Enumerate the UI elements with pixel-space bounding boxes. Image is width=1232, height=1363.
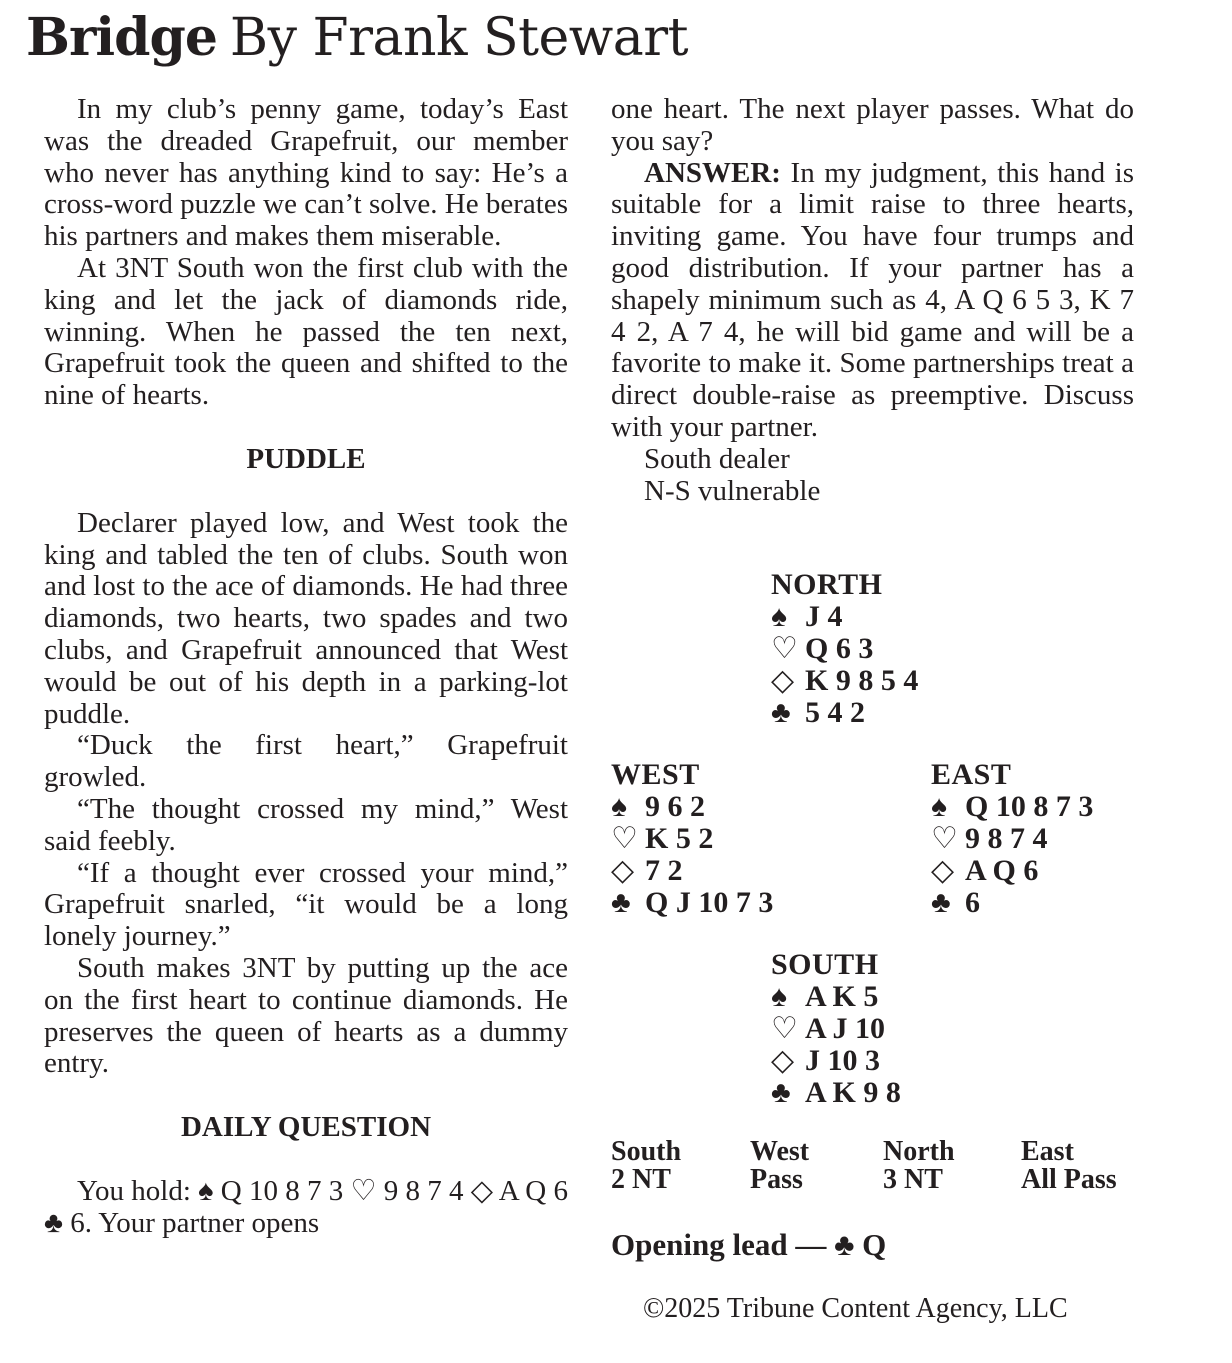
spade-icon: ♠ (771, 980, 787, 1013)
spade-cards: A K 5 (805, 980, 879, 1013)
heart-icon: ♡ (771, 632, 798, 665)
title-byline: By Frank Stewart (229, 8, 689, 68)
diamond-icon: ◇ (771, 1044, 795, 1077)
dealer-line: South dealer (644, 442, 790, 475)
paragraph: “Duck the first heart,” Grapefruit growled. (44, 729, 568, 794)
spade-icon: ♠ (931, 790, 947, 823)
paragraph: South makes 3NT by putting up the ace on the first heart to continue diamonds. He preserves the queen of hearts as a dummy entry. (44, 951, 568, 1080)
answer-text: In my judgment, this hand is suitable for a limit raise to three hearts, inviting game. You have four trumps and good distribution. If your partner has a shapely minimum such as 4, A Q 6 5 3, K 7 4 2, A 7 4, he will bid game and will be a favorite to make it. Some partnerships treat a direct double-raise as preemptive. Discuss with your partner. (611, 156, 1134, 443)
hand-label: EAST (931, 758, 1012, 791)
vulnerability-line: N-S vulnerable (644, 474, 821, 507)
opening-lead-label: Opening lead — (611, 1227, 835, 1262)
club-icon: ♣ (611, 886, 631, 919)
bid-value: 2 NT (611, 1164, 671, 1195)
club-icon: ♣ (931, 886, 951, 919)
diamond-icon: ◇ (611, 854, 635, 887)
hand-west (611, 759, 773, 919)
paragraph: Declarer played low, and West took the king and tabled the ten of clubs. South won and lost to the ace of diamonds. He had three diamonds, two hearts, two spades and two clubs, and Grapefruit announced that West would be out of his depth in a parking-lot puddle. (44, 506, 568, 730)
diamond-icon: ◇ (931, 854, 955, 887)
spade-cards: Q 10 8 7 3 (965, 790, 1094, 823)
club-icon: ♣ (771, 1076, 791, 1109)
heart-icon: ♡ (931, 822, 958, 855)
left-column (44, 94, 568, 1240)
hand-label: SOUTH (771, 948, 879, 981)
heart-icon: ♡ (771, 1012, 798, 1045)
title-bridge: Bridge (26, 7, 217, 68)
page-title (26, 6, 688, 71)
heart-cards: K 5 2 (645, 822, 714, 855)
answer-label: ANSWER: (644, 156, 781, 189)
copyright-notice: ©2025 Tribune Content Agency, LLC (643, 1293, 1068, 1324)
diamond-cards: A Q 6 (965, 854, 1039, 887)
spade-cards: 9 6 2 (645, 790, 705, 823)
paragraph: At 3NT South won the first club with the king and let the jack of diamonds ride, winning. When he passed the ten next, Grapefruit took the queen and shifted to the nine of hearts. (44, 251, 568, 412)
heart-icon: ♡ (611, 822, 638, 855)
bid-header: South (611, 1136, 682, 1167)
bid-column-east (1021, 1138, 1117, 1194)
heart-cards: A J 10 (805, 1012, 886, 1045)
bid-value: Pass (750, 1164, 803, 1195)
club-cards: Q J 10 7 3 (645, 886, 774, 919)
club-cards: 5 4 2 (805, 696, 865, 729)
section-heading-puddle: PUDDLE (246, 442, 366, 475)
right-column (611, 94, 1134, 507)
club-icon: ♣ (771, 696, 791, 729)
heart-cards: 9 8 7 4 (965, 822, 1048, 855)
bid-column-north (883, 1138, 955, 1194)
bid-column-south (611, 1138, 681, 1194)
hand-east (931, 759, 1093, 919)
opening-lead (611, 1228, 886, 1262)
question-continued: one heart. The next player passes. What do you say? (611, 93, 1134, 157)
answer-paragraph (611, 158, 1134, 444)
club-cards: A K 9 8 (805, 1076, 901, 1109)
club-icon: ♣ (834, 1227, 855, 1262)
opening-lead-card: Q (854, 1227, 887, 1262)
question-paragraph: You hold: ♠ Q 10 8 7 3 ♡ 9 8 7 4 ◇ A Q 6 ♣ 6. Your partner opens (44, 1174, 568, 1239)
bid-header: North (883, 1136, 955, 1167)
paragraph: “The thought crossed my mind,” West said feebly. (44, 792, 568, 857)
bid-value: All Pass (1021, 1164, 1117, 1195)
diamond-cards: K 9 8 5 4 (805, 664, 919, 697)
heart-cards: Q 6 3 (805, 632, 874, 665)
bid-value: 3 NT (883, 1164, 943, 1195)
bid-header: East (1021, 1136, 1074, 1167)
hand-south (771, 949, 901, 1109)
spade-icon: ♠ (771, 600, 787, 633)
diamond-icon: ◇ (771, 664, 795, 697)
section-heading-daily-question: DAILY QUESTION (180, 1111, 432, 1144)
paragraph: In my club’s penny game, today’s East was the dreaded Grapefruit, our member who never has anything kind to say: He’s a cross-word puzzle we can’t solve. He berates his partners and makes them miserable. (44, 93, 568, 253)
club-cards: 6 (965, 886, 980, 919)
hand-label: NORTH (771, 568, 883, 601)
hand-label: WEST (611, 758, 700, 791)
spade-icon: ♠ (611, 790, 627, 823)
spade-cards: J 4 (805, 600, 843, 633)
hand-north (771, 569, 918, 729)
bid-column-west (750, 1138, 809, 1194)
paragraph: “If a thought ever crossed your mind,” Grapefruit snarled, “it would be a long lonely journey.” (44, 856, 568, 953)
diamond-cards: 7 2 (645, 854, 683, 887)
diamond-cards: J 10 3 (805, 1044, 880, 1077)
bid-header: West (750, 1136, 810, 1167)
